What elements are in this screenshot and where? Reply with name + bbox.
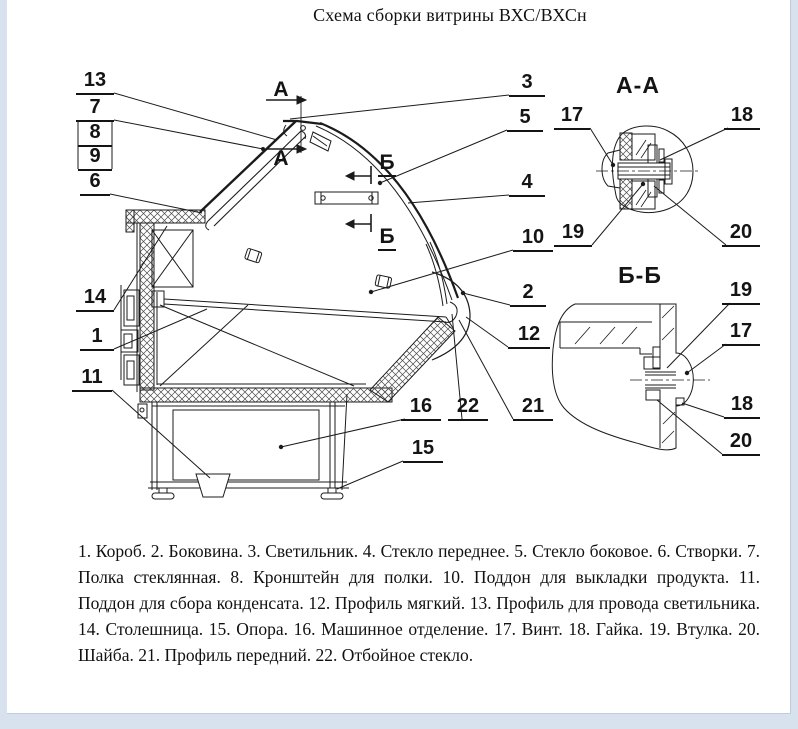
- insulation-hatched-walls: [126, 210, 455, 402]
- detail-bb-title: Б-Б: [618, 262, 662, 288]
- callout-2: 2: [510, 281, 546, 307]
- callout-5: 5: [507, 106, 543, 132]
- callout-8: 8: [78, 121, 112, 147]
- callout-14: 14: [76, 286, 114, 312]
- section-letter-b-bottom: Б: [378, 225, 396, 251]
- clip-holders: [244, 248, 391, 288]
- callout-3: 3: [509, 71, 545, 97]
- callout-7: 7: [76, 96, 114, 122]
- section-cut-b: [346, 166, 371, 232]
- interior-braces: [157, 292, 366, 386]
- callout-bb-18: 18: [724, 393, 760, 419]
- detail-view-bb: [552, 304, 710, 450]
- shelf-bracket: [315, 192, 378, 204]
- fastener-assembly: [644, 357, 684, 405]
- rear-doors-and-glass-shelf: [200, 121, 306, 230]
- callout-21: 21: [513, 395, 553, 421]
- callout-12: 12: [508, 323, 550, 349]
- detail-aa-title: А-А: [616, 72, 660, 98]
- countertop-box: [152, 230, 193, 287]
- parts-legend: 1. Короб. 2. Боковина. 3. Светильник. 4. Стекло переднее. 5. Стекло боковое. 6. Створки. 7. Полка стеклянная. 8. Кронштейн для полки. 10. Поддон для выкладки продукта. 11. Поддон для сбора конденсата. 12. Профиль мягкий. 13. Профиль для провода светильника. 14. Столешница. 15. Опора. 16. Машинное отделение. 17. Винт. 18. Гайка. 19. Втулка. 20. Шайба. 21. Профиль передний. 22. Отбойное стекло.: [78, 541, 760, 665]
- callout-9: 9: [78, 145, 112, 171]
- section-letter-a-top: А: [273, 78, 289, 101]
- condensate-bucket: [196, 474, 230, 497]
- section-letter-b-top: Б: [378, 151, 396, 177]
- shelf-glass-panel: [560, 322, 660, 368]
- callout-15: 15: [403, 437, 443, 463]
- callout-aa-17: 17: [554, 104, 590, 130]
- callout-6: 6: [80, 170, 110, 196]
- callout-10: 10: [513, 226, 553, 252]
- support-feet: [152, 488, 343, 499]
- callout-aa-20: 20: [722, 221, 760, 247]
- left-profiles: [121, 285, 139, 385]
- callout-13: 13: [76, 69, 114, 95]
- product-tray: [152, 291, 453, 328]
- callout-aa-18: 18: [724, 104, 760, 130]
- callout-1: 1: [80, 325, 114, 351]
- page-title: Схема сборки витрины ВХС/ВХСн: [313, 5, 587, 25]
- screw-head: [602, 150, 620, 188]
- callout-bb-17: 17: [722, 320, 760, 346]
- side-glass-panel: [660, 304, 675, 448]
- callout-11: 11: [72, 366, 112, 392]
- callout-22: 22: [448, 395, 488, 421]
- callout-aa-19: 19: [554, 221, 592, 247]
- detail-bb-outline: [552, 304, 693, 450]
- detail-view-aa: [596, 126, 700, 213]
- section-letter-a-bottom: А: [273, 147, 289, 170]
- callout-4: 4: [509, 171, 545, 197]
- callout-16: 16: [401, 395, 441, 421]
- callout-bb-19: 19: [722, 279, 760, 305]
- callout-bb-20: 20: [722, 430, 760, 456]
